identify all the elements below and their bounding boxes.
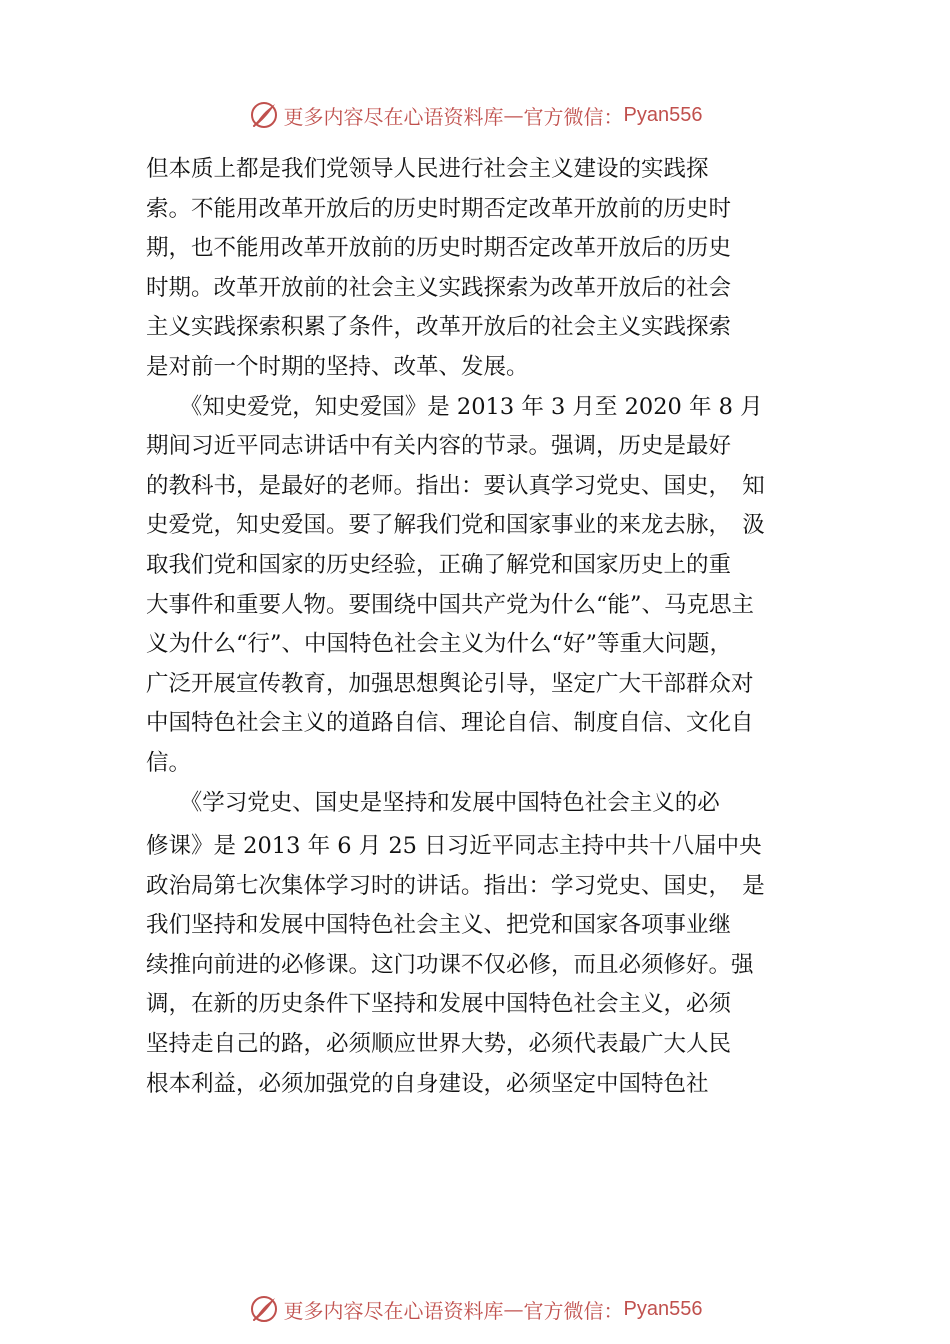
- text-line: 调，在新的历史条件下坚持和发展中国特色社会主义，必须: [146, 991, 732, 1018]
- text-line: 但本质上都是我们党领导人民进行社会主义建设的实践探: [146, 156, 709, 182]
- text-line: 索。不能用改革开放后的历史时期否定改革开放前的历史时: [146, 195, 732, 222]
- text-line: 时期。改革开放前的社会主义实践探索为改革开放后的社会: [146, 274, 732, 301]
- text-line: 期，也不能用改革开放前的历史时期否定改革开放后的历史: [146, 235, 732, 262]
- text-line: 主义实践探索积累了条件，改革开放后的社会主义实践探索: [146, 314, 732, 341]
- text-line: 大事件和重要人物。要围绕中国共产党为什么“能”、马克思主: [146, 591, 755, 618]
- footer-watermark: [0, 1289, 950, 1329]
- watermark-wechat-id: Pyan556: [623, 1297, 703, 1320]
- text-line: 的教科书，是最好的老师。指出：要认真学习党史、国史， 知: [146, 472, 765, 499]
- paragraph-start-line: 《学习党史、国史是坚持和发展中国特色社会主义的必: [146, 789, 720, 816]
- text-line: 期间习近平同志讲话中有关内容的节录。强调，历史是最好: [146, 433, 732, 460]
- text-line: 根本利益，必须加强党的自身建设，必须坚定中国特色社: [146, 1070, 709, 1097]
- text-line: 坚持走自己的路，必须顺应世界大势，必须代表最广大人民: [146, 1031, 732, 1058]
- quill-logo-icon: [248, 1293, 280, 1325]
- watermark-dash: —: [503, 103, 524, 127]
- text-line: 政治局第七次集体学习时的讲话。指出：学习党史、国史， 是: [146, 872, 765, 899]
- watermark-dash: —: [503, 1297, 524, 1321]
- text-line: 中国特色社会主义的道路自信、理论自信、制度自信、文化自: [146, 710, 754, 737]
- text-line: 是对前一个时期的坚持、改革、发展。: [146, 353, 529, 380]
- text-line: 续推向前进的必修课。这门功课不仅必修，而且必须修好。强: [146, 951, 754, 978]
- text-line: 义为什么“行”、中国特色社会主义为什么“好”等重大问题，: [146, 631, 733, 658]
- text-line: 广泛开展宣传教育，加强思想舆论引导，坚定广大干部群众对: [146, 670, 754, 697]
- document-body: [146, 150, 818, 1104]
- text-line: 修课》是 2013 年 6 月 25 日习近平同志主持中共十八届中央: [146, 833, 762, 860]
- watermark-main-text: 更多内容尽在心语资料库: [283, 1298, 504, 1323]
- watermark-wechat-id: Pyan556: [623, 103, 703, 126]
- header-watermark: [0, 95, 950, 135]
- watermark-main-text: 更多内容尽在心语资料库: [283, 104, 504, 129]
- watermark-label: 官方微信：: [523, 1298, 624, 1323]
- text-line: 我们坚持和发展中国特色社会主义、把党和国家各项事业继: [146, 912, 732, 939]
- quill-logo-icon: [248, 99, 280, 131]
- paragraph-start-line: 《知史爱党，知史爱国》是 2013 年 3 月至 2020 年 8 月: [146, 393, 763, 420]
- text-line: 取我们党和国家的历史经验，正确了解党和国家历史上的重: [146, 551, 732, 578]
- text-line: 信。: [146, 749, 192, 776]
- watermark-label: 官方微信：: [523, 104, 624, 129]
- text-line: 史爱党，知史爱国。要了解我们党和国家事业的来龙去脉， 汲: [146, 512, 765, 539]
